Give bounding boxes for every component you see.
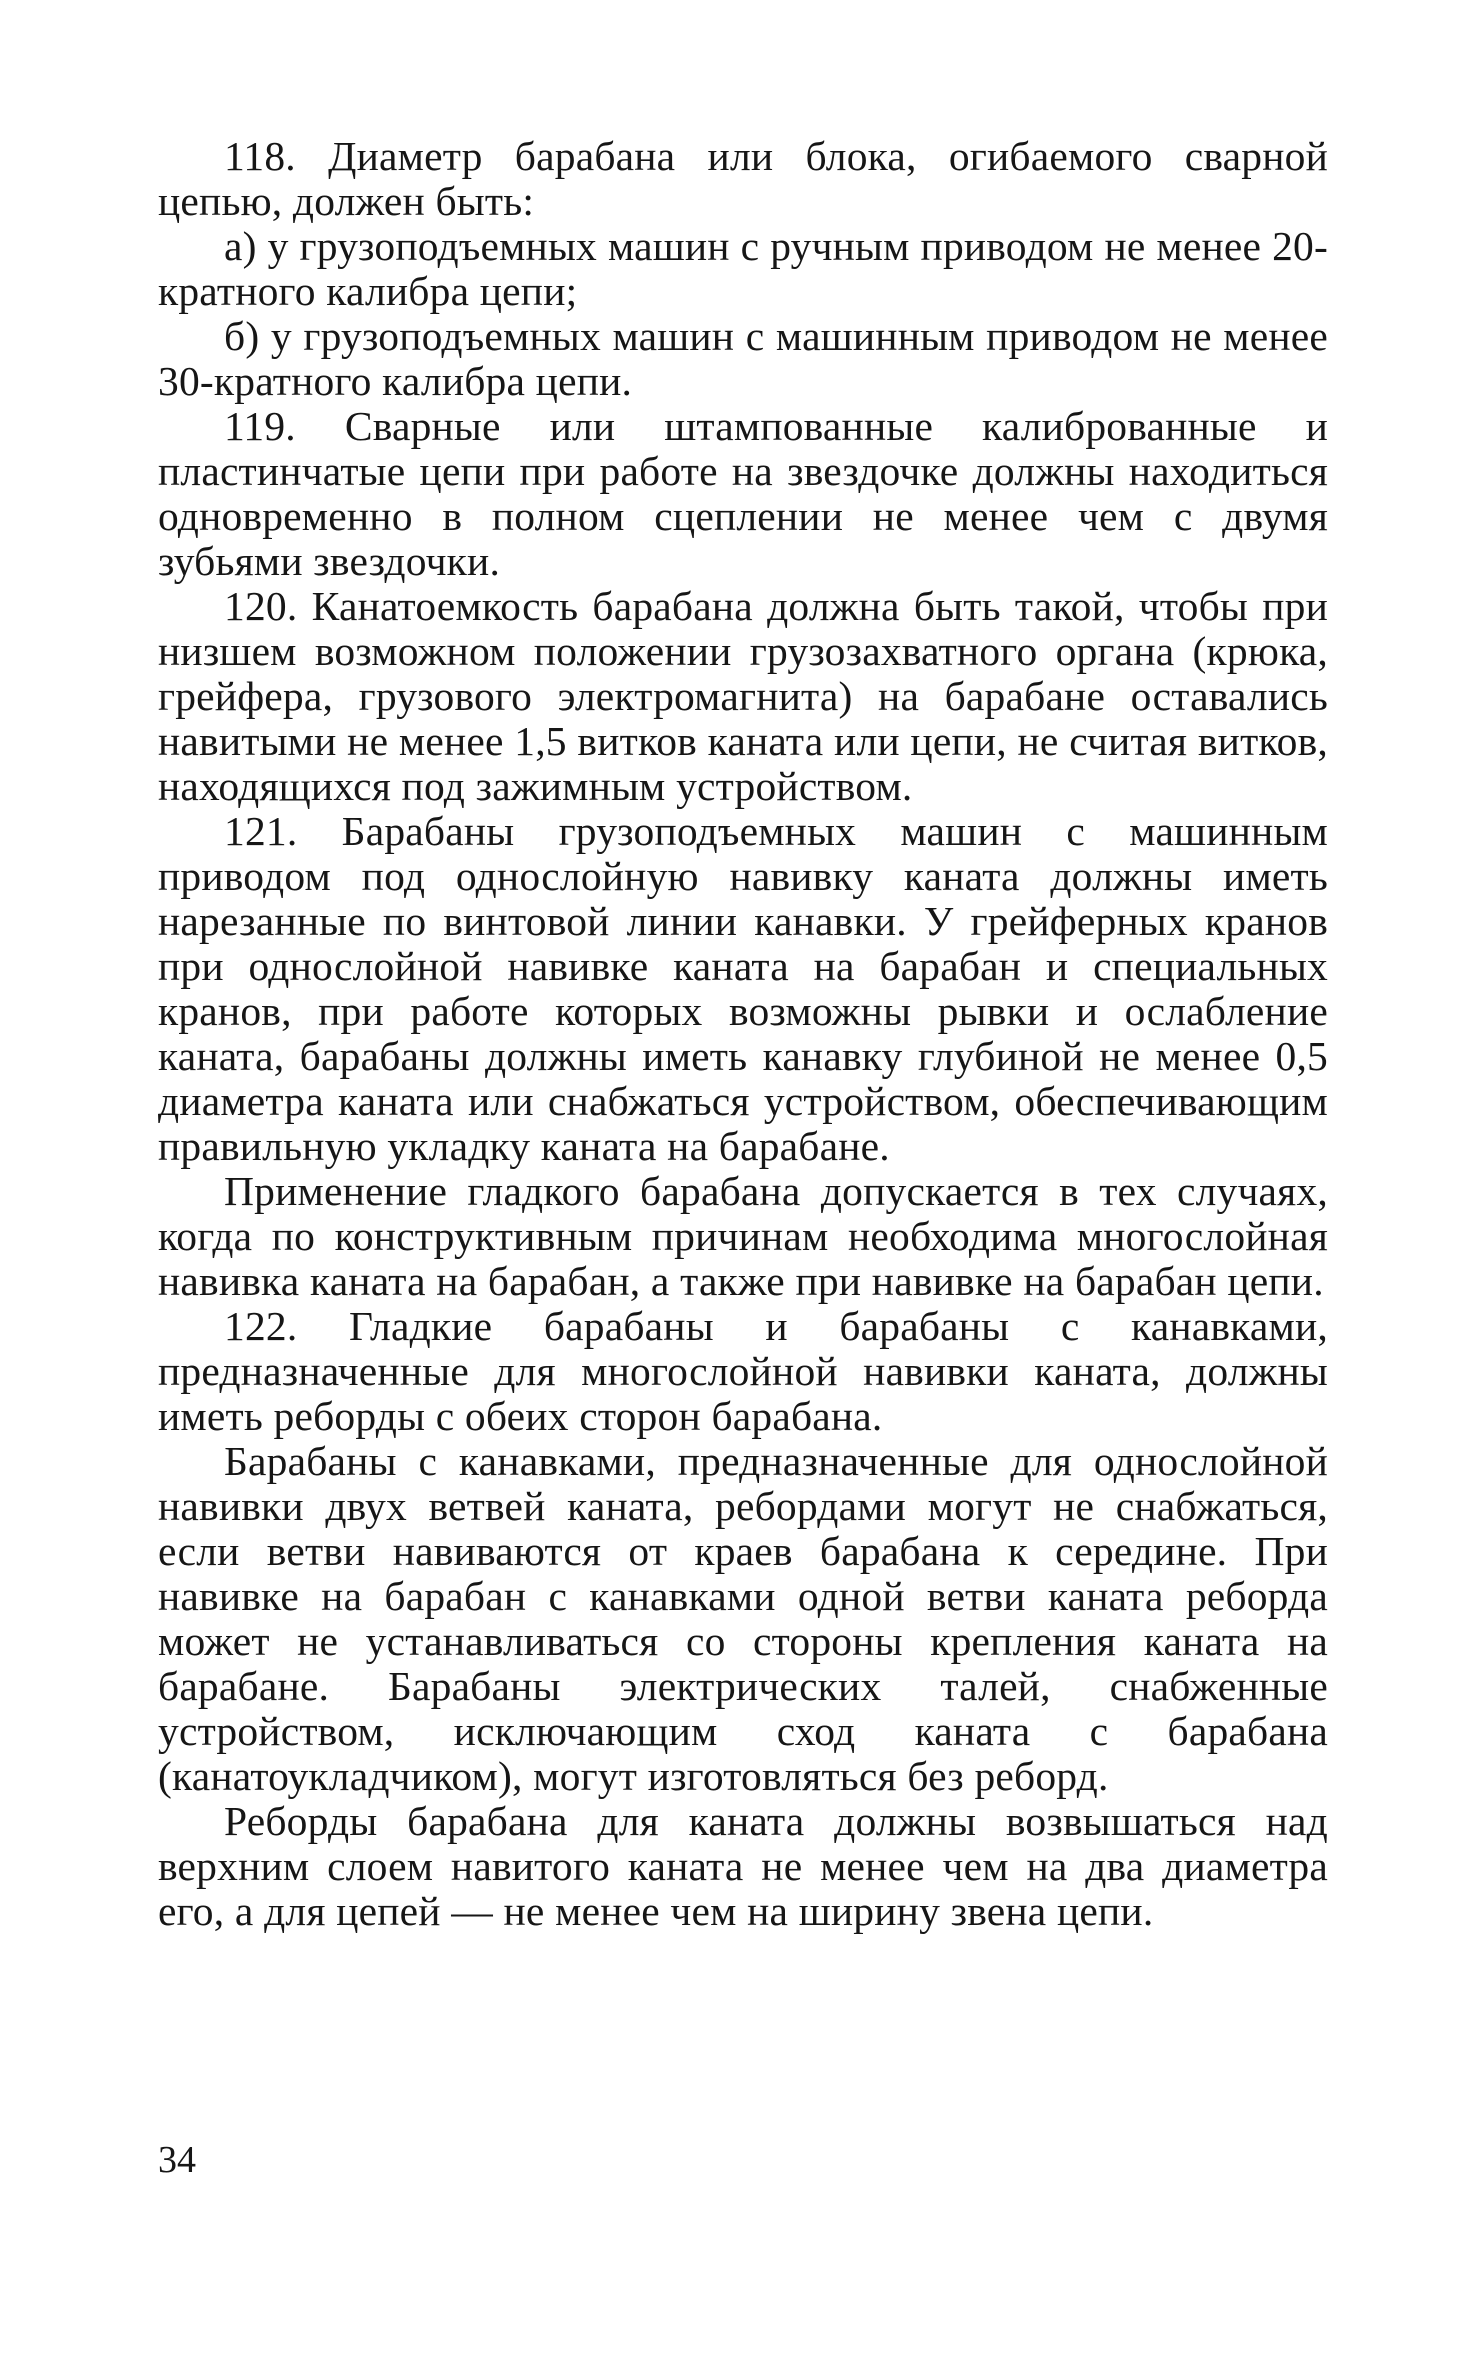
paragraph-119: 119. Сварные или штампованные калиброванные и пластинчатые цепи при работе на звездочке должны находиться одновременно в полном сцеплении не менее чем с двумя зубьями звездочки. (158, 403, 1328, 584)
paragraph-122-grooved-drums: Барабаны с канавками, предназначенные для однослойной навивки двух ветвей каната, ребордами могут не снабжаться, если ветви навиваются от краев барабана к середине. При навивке на барабан с канавками одной ветви каната реборда может не устанавливаться со стороны крепления каната на барабане. Барабаны электрических талей, снабженные устройством, исключающим сход каната с барабана (канатоукладчиком), могут изготовляться без реборд. (158, 1438, 1328, 1799)
paragraph-121: 121. Барабаны грузоподъемных машин с машинным приводом под однослойную навивку каната должны иметь нарезанные по винтовой линии канавки. У грейферных кранов при однослойной навивке каната на барабан и специальных кранов, при работе которых возможны рывки и ослабление каната, барабаны должны иметь канавку глубиной не менее 0,5 диаметра каната или снабжаться устройством, обеспечивающим правильную укладку каната на барабане. (158, 808, 1328, 1169)
page-number: 34 (158, 2139, 196, 2181)
page-body (158, 134, 1328, 1934)
paragraph-121-smooth-drum: Применение гладкого барабана допускается в тех случаях, когда по конструктивным причинам необходима многослойная навивка каната на барабан, а также при навивке на барабан цепи. (158, 1168, 1328, 1304)
paragraph-118: 118. Диаметр барабана или блока, огибаемого сварной цепью, должен быть: (158, 133, 1328, 224)
paragraph-118-item-a: а) у грузоподъемных машин с ручным приводом не менее 20-кратного калибра цепи; (158, 223, 1328, 314)
paragraph-118-item-b: б) у грузоподъемных машин с машинным приводом не менее 30-кратного калибра цепи. (158, 313, 1328, 404)
paragraph-120: 120. Канатоемкость барабана должна быть такой, чтобы при низшем возможном положении грузозахватного органа (крюка, грейфера, грузового электромагнита) на барабане оставались навитыми не менее 1,5 витков каната или цепи, не считая витков, находящихся под зажимным устройством. (158, 583, 1328, 809)
paragraph-122-flanges: Реборды барабана для каната должны возвышаться над верхним слоем навитого каната не менее чем на два диаметра его, а для цепей — не менее чем на ширину звена цепи. (158, 1798, 1328, 1934)
paragraph-122: 122. Гладкие барабаны и барабаны с канавками, предназначенные для многослойной навивки каната, должны иметь реборды с обеих сторон барабана. (158, 1303, 1328, 1439)
